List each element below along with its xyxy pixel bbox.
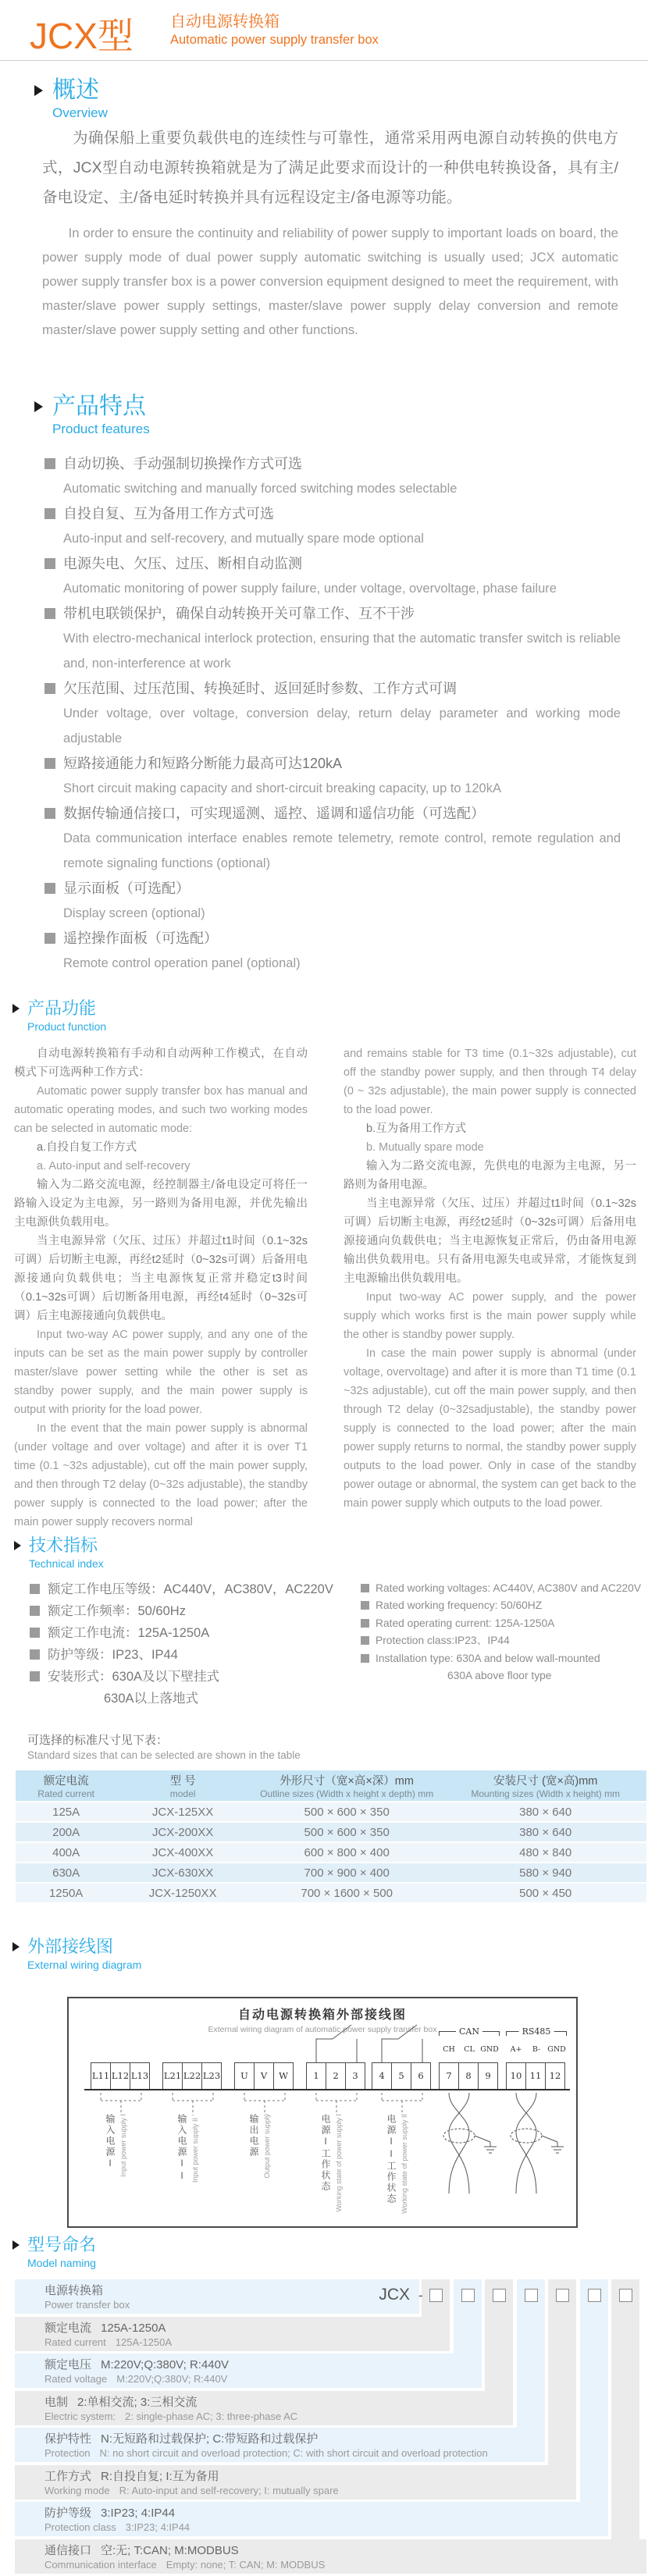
terminal: U	[234, 2062, 255, 2090]
terminal: 12	[545, 2062, 565, 2090]
rs485-bracket	[506, 2026, 567, 2037]
section-triangle-icon	[34, 85, 43, 96]
function-paragraph: 自动电源转换箱有手动和自动两种工作模式，在自动模式下可选两种工作方式：	[14, 1048, 308, 1079]
technical-list-en	[361, 1580, 642, 1685]
naming-row	[15, 2428, 545, 2462]
tech-item-en: Installation type: 630A and below wall-mounted	[376, 1652, 600, 1664]
naming-label-cn: 电制	[45, 2395, 69, 2409]
naming-value-en: M:220V;Q:380V; R:440V	[116, 2373, 228, 2385]
col-header-en: Mounting sizes (Width x height) mm	[471, 1788, 621, 1799]
naming-code-box	[525, 2289, 538, 2302]
function-heading-en: Product function	[27, 1020, 107, 1033]
pin-label: GND	[480, 2045, 499, 2054]
naming-row	[15, 2502, 608, 2536]
naming-label-en: Rated current	[45, 2336, 106, 2348]
naming-label-en: Power transfer box	[45, 2299, 130, 2311]
naming-prefix: JCX	[379, 2286, 410, 2304]
terminal-group-can	[439, 2062, 497, 2090]
section-function-heading	[12, 999, 106, 1033]
can-label: CAN	[456, 2026, 482, 2037]
cell-mounting-size: 480 × 840	[444, 1843, 646, 1862]
feature-item	[45, 801, 621, 876]
cell-mounting-size: 380 × 640	[444, 1802, 646, 1821]
feature-en: Remote control operation panel (optional)	[63, 956, 301, 970]
section-overview-heading	[34, 78, 108, 121]
naming-value-cn: N:无短路和过载保护; C:带短路和过载保护	[101, 2432, 319, 2446]
naming-dash: -	[418, 2288, 423, 2303]
section-triangle-icon	[14, 1541, 21, 1550]
page-title-model: JCX型	[30, 16, 134, 56]
tech-item-en: Rated operating current: 125A-1250A	[376, 1617, 555, 1629]
vlabel-cn: 输入电源II	[176, 2114, 187, 2183]
features-heading-cn: 产品特点	[52, 393, 146, 419]
overview-paragraph-en: In order to ensure the continuity and reliability of power supply to important loads on board, the power supply mode of dual power supply automatic switching is usually used; JCX automatic power supply transfer box is a power conversion equipment designed to meet the requirement, with master/slave power supply settings, master/slave power supply delay conversion and remote master/slave power supply setting and other functions.	[42, 226, 618, 337]
function-paragraph: b.互为备用工作方式	[366, 1123, 467, 1135]
cell-rated-current: 200A	[16, 1823, 116, 1841]
naming-value-cn: 2:单相交流; 3:三相交流	[77, 2395, 198, 2409]
cell-outline-size: 700 × 900 × 400	[249, 1863, 444, 1882]
terminal: L13	[130, 2062, 150, 2090]
naming-value-en: Empty: none; T: CAN; M: MODBUS	[166, 2558, 326, 2571]
label-working-state-2	[385, 2114, 408, 2214]
section-wiring-heading	[12, 1937, 141, 1971]
naming-label-cn: 电源转换箱	[45, 2284, 104, 2297]
naming-value-cn: 125A-1250A	[101, 2321, 166, 2335]
cell-outline-size: 600 × 800 × 400	[249, 1843, 444, 1862]
naming-strip	[611, 2279, 639, 2574]
square-bullet-icon	[45, 458, 55, 469]
feature-cn: 带机电联锁保护，确保自动转换开关可靠工作、互不干涉	[63, 606, 415, 621]
square-bullet-icon	[361, 1584, 369, 1592]
terminal: L21	[162, 2062, 183, 2090]
feature-item	[45, 451, 621, 501]
terminal: 2	[326, 2062, 346, 2090]
tech-item-cn-line2: 630A以上落地式	[104, 1692, 199, 1706]
naming-value-en: 125A-1250A	[115, 2336, 173, 2348]
vlabel-en: Output power supply	[263, 2114, 271, 2179]
table-row	[16, 1863, 646, 1882]
model-naming-diagram	[15, 2279, 646, 2574]
cell-mounting-size: 380 × 640	[444, 1823, 646, 1841]
feature-cn: 数据传输通信接口，可实现遥测、遥控、遥调和遥信功能（可选配）	[63, 806, 485, 821]
pin-label: A+	[510, 2045, 522, 2054]
cell-outline-size: 700 × 1600 × 500	[249, 1884, 444, 1902]
tech-item-en-line2: 630A above floor type	[447, 1670, 552, 1682]
terminal: 10	[506, 2062, 526, 2090]
terminal: 5	[391, 2062, 411, 2090]
feature-item	[45, 676, 621, 751]
function-paragraph: a.自投自复工作方式	[37, 1141, 137, 1154]
feature-en: Display screen (optional)	[63, 906, 205, 920]
feature-en: Automatic switching and manually forced switching modes selectable	[63, 482, 458, 496]
naming-label-cn: 额定电压	[45, 2358, 92, 2371]
naming-value-en: N: no short circuit and overload protection; C: with short circuit and overload protection	[99, 2447, 488, 2459]
wiring-title-cn: 自动电源转换箱外部接线图	[237, 2007, 407, 2022]
overview-heading-cn: 概述	[52, 77, 99, 103]
vlabel-cn: 电源I工作状态	[320, 2114, 331, 2192]
cell-rated-current: 1250A	[16, 1884, 116, 1902]
sizes-intro-cn: 可选择的标准尺寸见下表：	[27, 1734, 169, 1747]
feature-cn: 自投自复、互为备用工作方式可选	[63, 506, 274, 521]
terminal: 1	[306, 2062, 326, 2090]
naming-strip	[517, 2279, 545, 2462]
technical-heading-en: Technical index	[29, 1557, 104, 1570]
feature-item	[45, 501, 621, 551]
naming-row	[15, 2354, 482, 2388]
square-bullet-icon	[45, 758, 55, 769]
table-row	[16, 1884, 646, 1902]
naming-value-cn: 3:IP23; 4:IP44	[101, 2507, 176, 2520]
terminal-group-rs485	[506, 2062, 564, 2090]
tech-item-en: Rated working frequency: 50/60HZ	[376, 1599, 543, 1612]
section-triangle-icon	[12, 1942, 20, 1952]
table-row	[16, 1802, 646, 1821]
naming-label-en: Communication interface	[45, 2558, 157, 2571]
function-paragraph: Automatic power supply transfer box has manual and automatic operating modes, and such two working modes can be selected in automatic mode:	[14, 1085, 308, 1135]
col-header-cn: 安装尺寸 (宽×高)mm	[493, 1775, 598, 1788]
feature-item	[45, 751, 621, 801]
naming-row	[15, 2391, 513, 2425]
naming-value-en: 2: single-phase AC; 3: three-phase AC	[125, 2410, 298, 2422]
features-heading-en: Product features	[52, 422, 150, 436]
terminal: L12	[110, 2062, 130, 2090]
function-heading-cn: 产品功能	[27, 998, 97, 1018]
feature-en: Auto-input and self-recovery, and mutually spare mode optional	[63, 532, 424, 546]
rs485-pin-labels	[506, 2045, 567, 2054]
vlabel-en: Input power supply II	[191, 2117, 199, 2183]
feature-item	[45, 601, 621, 676]
naming-code-box	[461, 2289, 475, 2302]
header-divider	[0, 60, 648, 61]
square-bullet-icon	[361, 1636, 369, 1645]
naming-label-cn: 通信接口	[45, 2543, 92, 2557]
tech-item-cn: 防护等级：IP23、IP44	[48, 1648, 178, 1662]
technical-list-cn	[30, 1578, 342, 1710]
pin-label: B-	[532, 2045, 541, 2054]
wiring-heading-en: External wiring diagram	[27, 1959, 142, 1971]
naming-value-cn: 空:无; T:CAN; M:MODBUS	[101, 2543, 239, 2557]
terminal: 4	[372, 2062, 392, 2090]
naming-label-en: Electric system:	[45, 2410, 116, 2422]
pin-label: CH	[443, 2045, 455, 2054]
vlabel-en: Input power supply I	[119, 2114, 127, 2177]
table-header-row	[16, 1770, 646, 1801]
function-paragraph: b. Mutually spare mode	[366, 1141, 484, 1154]
terminal-group-input1	[91, 2062, 149, 2090]
naming-label-en: Rated voltage	[45, 2373, 108, 2385]
naming-value-cn: M:220V;Q:380V; R:440V	[101, 2358, 229, 2371]
naming-row	[15, 2317, 450, 2351]
naming-row	[15, 2465, 576, 2500]
features-list	[45, 451, 621, 976]
naming-code-box	[619, 2289, 632, 2302]
vlabel-cn: 电源II工作状态	[386, 2114, 397, 2204]
square-bullet-icon	[30, 1584, 40, 1594]
cell-mounting-size: 580 × 940	[444, 1863, 646, 1882]
feature-item	[45, 926, 621, 976]
overview-paragraph-cn: 为确保船上重要负载供电的连续性与可靠性，通常采用两电源自动转换的供电方式，JCX型自动电源转换箱就是为了满足此要求而设计的一种供电转换设备，具有主/备电设定、主/备电延时转换并具有远程设定主/备电源等功能。	[42, 130, 618, 206]
square-bullet-icon	[361, 1619, 369, 1628]
feature-cn: 自动切换、手动强制切换操作方式可选	[63, 456, 302, 471]
square-bullet-icon	[45, 508, 55, 519]
naming-label-en: Protection class	[45, 2521, 116, 2533]
rs485-label: RS485	[519, 2026, 554, 2037]
naming-label-cn: 额定电流	[45, 2321, 92, 2335]
terminal: 9	[478, 2062, 498, 2090]
section-triangle-icon	[12, 2240, 20, 2250]
naming-code-box	[493, 2289, 506, 2302]
naming-code-box	[588, 2289, 601, 2302]
naming-heading-cn: 型号命名	[27, 2235, 97, 2254]
tech-item-cn: 额定工作频率：50/60Hz	[48, 1604, 186, 1618]
page-title-cn: 自动电源转换箱	[170, 13, 279, 30]
wiring-diagram	[67, 1997, 578, 2228]
terminal: V	[254, 2062, 274, 2090]
feature-en: Automatic monitoring of power supply failure, under voltage, overvoltage, phase failure	[63, 582, 557, 596]
function-column-left	[14, 1044, 308, 1532]
naming-strip	[548, 2279, 576, 2500]
label-output-power	[247, 2114, 271, 2179]
square-bullet-icon	[45, 808, 55, 819]
terminal-group-state1	[306, 2062, 365, 2090]
function-column-right	[344, 1044, 636, 1513]
naming-label-en: Protection	[45, 2447, 91, 2459]
vlabel-en: Working state of power supply I	[335, 2114, 343, 2212]
cell-model: JCX-630XX	[116, 1863, 249, 1882]
vlabel-cn: 输出电源	[248, 2114, 259, 2158]
feature-en: Data communication interface enables remote telemetry, remote control, remote regulation and remote signaling functions (optional)	[63, 831, 621, 870]
feature-item	[45, 551, 621, 601]
col-header-cn: 额定电流	[43, 1775, 89, 1788]
feature-item	[45, 876, 621, 926]
feature-en: Short circuit making capacity and short-circuit breaking capacity, up to 120kA	[63, 781, 501, 795]
col-header-en: Outline sizes (Width x height x depth) mm	[260, 1788, 434, 1799]
terminal: L11	[91, 2062, 111, 2090]
feature-en: Under voltage, over voltage, conversion delay, return delay parameter and working mode adjustable	[63, 706, 621, 745]
naming-label-cn: 防护等级	[45, 2507, 92, 2520]
naming-value-en: 3:IP23; 4:IP44	[125, 2521, 190, 2533]
naming-code-box	[556, 2289, 569, 2302]
section-triangle-icon	[34, 401, 43, 412]
square-bullet-icon	[45, 608, 55, 619]
label-working-state-1	[319, 2114, 343, 2211]
naming-heading-en: Model naming	[27, 2257, 96, 2269]
pin-label: GND	[547, 2045, 566, 2054]
function-paragraph: Input two-way AC power supply, and any one of the inputs can be set as the main power supply by controller master/slave power setting while the other is set as standby power supply, and the main power supply is output with priority for the load power.	[14, 1329, 308, 1416]
tech-item-en: Rated working voltages: AC440V, AC380V and AC220V	[376, 1582, 642, 1594]
square-bullet-icon	[45, 883, 55, 894]
naming-row	[15, 2539, 646, 2574]
terminal-group-input2	[162, 2062, 221, 2090]
section-technical-heading	[14, 1536, 104, 1570]
square-bullet-icon	[361, 1601, 369, 1610]
pin-label: CL	[464, 2045, 475, 2054]
page-title-block	[170, 12, 379, 48]
naming-label-cn: 工作方式	[45, 2469, 92, 2483]
col-header-en: Rated current	[37, 1788, 94, 1799]
cell-model: JCX-1250XX	[116, 1884, 249, 1902]
function-paragraph: In case the main power supply is abnormal (under voltage, overvoltage) and after it is more than T1 time (0.1 ~32s adjustable), cut off the main power supply, and then through T2 delay (0~32sadjustable), the standby power supply is connected to the load power; after the main power supply returns to normal, the standby power supply outputs to the load power. Only in case of the standby power outage or abnormal, the system can get back to the main power supply which outputs to the load power.	[344, 1347, 636, 1510]
wiring-heading-cn: 外部接线图	[27, 1937, 114, 1956]
col-header-en: model	[169, 1788, 196, 1799]
technical-heading-cn: 技术指标	[29, 1535, 98, 1555]
naming-value-en: R: Auto-input and self-recovery; I: mutually spare	[119, 2484, 339, 2496]
sizes-table	[16, 1769, 646, 1904]
terminal: 8	[458, 2062, 479, 2090]
function-paragraph: 输入为二路交流电源，经控制器主/备电设定可将任一路输入设定为主电源，另一路则为备用电源，并优先输出主电源供负载用电。	[14, 1179, 308, 1229]
feature-cn: 短路接通能力和短路分断能力最高可达120kA	[63, 756, 343, 771]
vlabel-cn: 输入电源I	[105, 2114, 116, 2170]
square-bullet-icon	[30, 1649, 40, 1660]
section-triangle-icon	[12, 1004, 20, 1013]
square-bullet-icon	[30, 1606, 40, 1616]
naming-label-cn: 保护特性	[45, 2432, 92, 2446]
feature-en: With electro-mechanical interlock protection, ensuring that the automatic transfer switch is reliable and, non-interference at work	[63, 632, 621, 671]
function-paragraph: 当主电源异常（欠压、过压）并超过t1时间（0.1~32s可调）后切断主电源，再经t2延时（0~32s可调）后备用电源接通向负载供电；当主电源恢复正常并稳定t3时间（0.1~32s可调）后切断备用电源，再经t4延时（0~32s可调）后主电源接通向负载供电。	[14, 1235, 308, 1322]
terminal: L22	[182, 2062, 202, 2090]
terminal-group-output	[234, 2062, 293, 2090]
feature-cn: 显示面板（可选配）	[63, 881, 190, 896]
terminal-group-state2	[372, 2062, 430, 2090]
cell-rated-current: 630A	[16, 1863, 116, 1882]
terminal-strip-line	[84, 2089, 570, 2090]
terminal: W	[273, 2062, 294, 2090]
square-bullet-icon	[30, 1671, 40, 1681]
feature-cn: 遥控操作面板（可选配）	[63, 930, 218, 946]
label-input-power-2	[176, 2114, 199, 2183]
tech-item-en: Protection class:IP23、IP44	[376, 1635, 510, 1647]
square-bullet-icon	[45, 933, 55, 944]
naming-value-cn: R:自投自复; I:互为备用	[101, 2469, 219, 2483]
cell-rated-current: 125A	[16, 1802, 116, 1821]
vlabel-en: Working state of power supply II	[401, 2114, 408, 2214]
col-header-cn: 外形尺寸（宽×高×深）mm	[279, 1775, 414, 1788]
cell-outline-size: 500 × 600 × 350	[249, 1823, 444, 1841]
label-input-power-1	[104, 2114, 127, 2177]
tech-item-cn: 额定工作电压等级：AC440V，AC380V，AC220V	[48, 1582, 333, 1596]
terminal: 7	[439, 2062, 459, 2090]
feature-cn: 电源失电、欠压、过压、断相自动监测	[63, 556, 302, 571]
can-bracket	[439, 2026, 500, 2037]
table-row	[16, 1843, 646, 1862]
function-paragraph: In the event that the main power supply is abnormal (under voltage and over voltage) and after it is over T1 time (0.1 ~32s adjustable), cut off the main power supply, and then through T2 delay (0~32s adjustable), the standby power supply is connected to the load power; after the main power supply recovers normal	[14, 1422, 308, 1528]
square-bullet-icon	[361, 1654, 369, 1663]
function-paragraph: 当主电源异常（欠压、过压）并超过t1时间（0.1~32s可调）后切断主电源，再经t2延时（0~32s可调）后备用电源接通向负载供电；当主电源恢复正常后，仍由备用电源输出供负载用电。只有备用电源失电或异常，才能恢复到主电源输出供负载用电。	[344, 1197, 636, 1285]
section-naming-heading	[12, 2236, 96, 2269]
function-paragraph: 输入为二路交流电源，先供电的电源为主电源，另一路则为备用电源。	[344, 1160, 636, 1191]
section-features-heading	[34, 394, 150, 437]
terminal: 6	[411, 2062, 431, 2090]
can-pin-labels	[439, 2045, 500, 2054]
naming-strip	[580, 2279, 608, 2536]
square-bullet-icon	[30, 1628, 40, 1638]
terminal: 3	[345, 2062, 365, 2090]
cell-model: JCX-125XX	[116, 1802, 249, 1821]
table-row	[16, 1823, 646, 1841]
overview-heading-en: Overview	[52, 105, 108, 120]
cell-rated-current: 400A	[16, 1843, 116, 1862]
tech-item-cn: 额定工作电流：125A-1250A	[48, 1626, 210, 1640]
function-paragraph: and remains stable for T3 time (0.1~32s adjustable), cut off the standby power supply, and then through T4 delay (0 ~ 32s adjustable), the main power supply is connected to the load power.	[344, 1048, 636, 1116]
feature-cn: 欠压范围、过压范围、转换延时、返回延时参数、工作方式可调	[63, 681, 457, 696]
terminal: 11	[525, 2062, 546, 2090]
square-bullet-icon	[45, 558, 55, 569]
naming-label-en: Working mode	[45, 2484, 110, 2496]
function-paragraph: a. Auto-input and self-recovery	[37, 1160, 190, 1172]
col-header-cn: 型 号	[169, 1775, 196, 1788]
cell-mounting-size: 500 × 450	[444, 1884, 646, 1902]
function-paragraph: Input two-way AC power supply, and the power supply which works first is the main power supply while the other is standby power supply.	[344, 1291, 636, 1341]
tech-item-cn: 安装形式：630A及以下壁挂式	[48, 1670, 220, 1684]
page-title-en: Automatic power supply transfer box	[170, 33, 379, 47]
square-bullet-icon	[45, 683, 55, 694]
naming-code-box	[429, 2289, 443, 2302]
terminal: L23	[201, 2062, 222, 2090]
cell-model: JCX-400XX	[116, 1843, 249, 1862]
wiring-title-en: External wiring diagram of automatic power supply transfer box	[208, 2025, 437, 2034]
cell-model: JCX-200XX	[116, 1823, 249, 1841]
sizes-intro-en: Standard sizes that can be selected are shown in the table	[27, 1749, 301, 1761]
cell-outline-size: 500 × 600 × 350	[249, 1802, 444, 1821]
